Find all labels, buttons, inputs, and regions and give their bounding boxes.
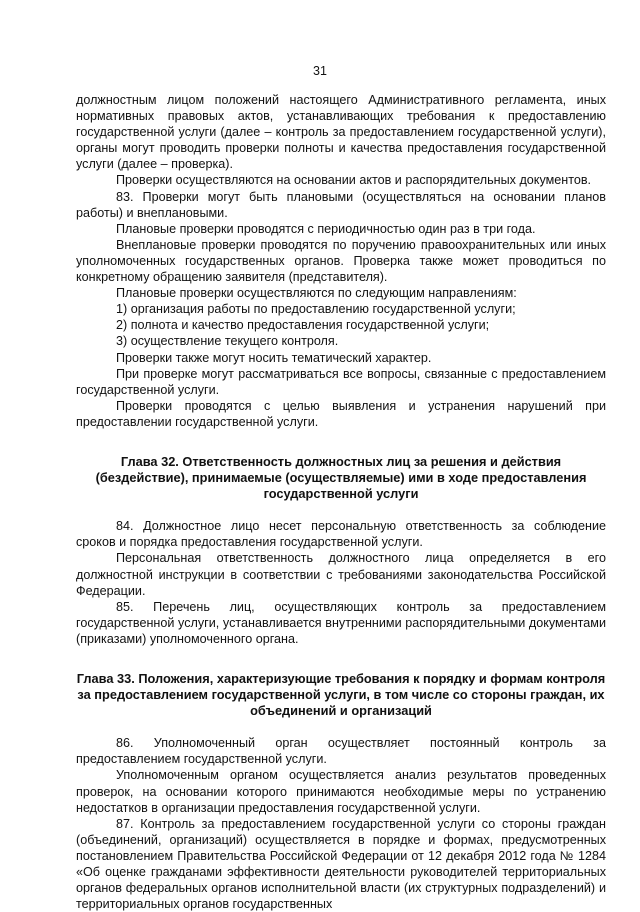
paragraph: Внеплановые проверки проводятся по поручению правоохранительных или иных уполномоченных государственных органов. Проверка также может проводиться по конкретному обращению заявителя (представителя). [76, 237, 606, 285]
paragraph: Плановые проверки проводятся с периодичностью один раз в три года. [116, 221, 536, 236]
paragraph: Проверки также могут носить тематический характер. [116, 350, 432, 365]
paragraph: Плановые проверки осуществляются по следующим направлениям: [116, 286, 517, 301]
list-item: 2) полнота и качество предоставления государственной услуги; [116, 318, 490, 333]
list-item: 1) организация работы по предоставлению государственной услуги; [116, 302, 516, 317]
paragraph: Проверки проводятся с целью выявления и устранения нарушений при предоставлении государственной услуги. [76, 398, 606, 429]
chapter-33-heading: Глава 33. Положения, характеризующие требования к порядку и формам контроля за предоставлением государственной услуги, в том числе со стороны граждан, их объединений и организаций [76, 671, 606, 719]
paragraph: 84. Должностное лицо несет персональную ответственность за соблюдение сроков и порядка предоставления государственной услуги. [76, 519, 606, 550]
list-item: 3) осуществление текущего контроля. [116, 334, 339, 349]
paragraph: 87. Контроль за предоставлением государственной услуги со стороны граждан (объединений, организаций) осуществляется в порядке и формах, предусмотренных постановлением Правительства Российской Федерации от 12 декабря 2012 года № 1284 «Об оценке гражданами эффективности деятельности руководителей территориальных органов федеральных органов исполнительной власти (их структурных подразделений) и территориальных органов государственных [76, 816, 606, 912]
paragraph: Персональная ответственность должностного лица определяется в его должностной инструкции в соответствии с требованиями законодательства Российской Федерации. [76, 551, 606, 598]
paragraph: 85. Перечень лиц, осуществляющих контроль за предоставлением государственной услуги, устанавливается внутренними распорядительными документами (приказами) уполномоченного органа. [76, 599, 606, 646]
page-number: 31 [313, 64, 327, 78]
paragraph: Уполномоченным органом осуществляется анализ результатов проведенных проверок, на основании которого принимаются необходимые меры по устранению недостатков в организации предоставления государственной услуги. [76, 768, 606, 815]
paragraph: 86. Уполномоченный орган осуществляет постоянный контроль за предоставлением государственной услуги. [76, 736, 606, 767]
chapter-32-heading: Глава 32. Ответственность должностных лиц за решения и действия (бездействие), принимаемые (осуществляемые) ими в ходе предоставления государственной услуги [95, 453, 587, 502]
paragraph: Проверки осуществляются на основании актов и распорядительных документов. [116, 173, 592, 188]
paragraph: 83. Проверки могут быть плановыми (осуществляться на основании планов работы) и внеплановыми. [76, 189, 606, 220]
document-body [76, 92, 606, 912]
paragraph: При проверке могут рассматриваться все вопросы, связанные с предоставлением государственной услуги. [76, 366, 606, 397]
paragraph: должностным лицом положений настоящего Административного регламента, иных нормативных правовых актов, устанавливающих требования к предоставлению государственной услуги (далее – контроль за предоставлением государственной услуги), органы могут проводить проверки полноты и качества предоставления государственной услуги (далее – проверка). [76, 93, 606, 172]
